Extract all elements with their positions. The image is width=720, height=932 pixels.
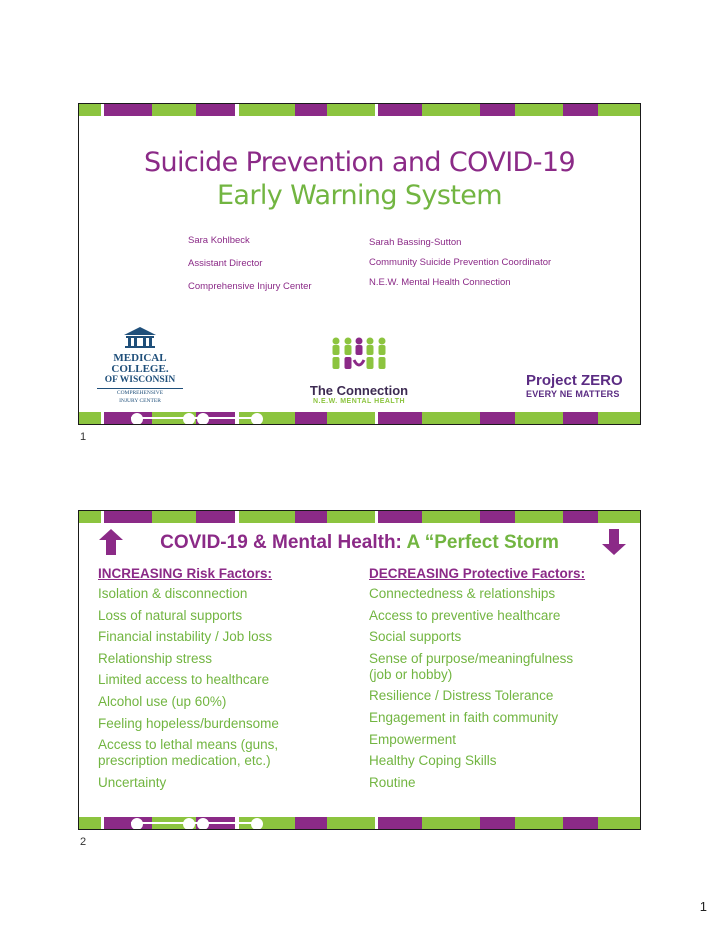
slide-title	[79, 532, 640, 554]
people-group-icon	[328, 336, 390, 376]
list-item: Feeling hopeless/burdensome	[98, 715, 279, 731]
list-item: Relationship stress	[98, 650, 213, 666]
list-item: Connectedness & relationships	[369, 586, 556, 601]
mcw-line-5: INJURY CENTER	[119, 398, 161, 404]
list-item: prescription medication, etc.)	[98, 753, 271, 769]
protective-factors-heading: DECREASING Protective Factors:	[369, 566, 586, 581]
list-item: (job or hobby)	[369, 666, 453, 682]
list-item: Loss of natural supports	[98, 607, 243, 623]
decorative-bubbles	[131, 413, 261, 423]
list-item: Alcohol use (up 60%)	[98, 693, 227, 709]
list-item: Access to preventive healthcare	[369, 607, 561, 623]
slide-number-1: 1	[80, 431, 87, 443]
list-item: Financial instability / Job loss	[98, 629, 273, 645]
title-line-2: Early Warning System	[216, 180, 503, 211]
list-item: Limited access to healthcare	[98, 672, 270, 688]
slide-1	[78, 103, 641, 425]
presenter-1	[188, 235, 312, 301]
project-zero-tagline: EVERY NE MATTERS	[526, 389, 620, 399]
list-item: Routine	[369, 774, 416, 790]
list-item: Uncertainty	[98, 774, 167, 790]
medical-college-logo	[97, 326, 183, 404]
presenter-2-role: Community Suicide Prevention Coordinator	[369, 257, 552, 268]
risk-factors-list	[98, 566, 328, 796]
list-item: Resilience / Distress Tolerance	[369, 688, 554, 704]
mcw-line-2: COLLEGE.	[111, 363, 169, 375]
title-part-2: A “Perfect Storm	[406, 532, 559, 553]
page-number: 1	[699, 899, 707, 914]
presenter-1-name: Sara Kohlbeck	[188, 235, 250, 246]
presenter-2-org: N.E.W. Mental Health Connection	[369, 277, 511, 288]
presenter-1-role: Assistant Director	[188, 258, 263, 269]
mcw-line-4: COMPREHENSIVE	[97, 388, 183, 396]
decorative-bubbles	[131, 818, 261, 828]
title-line-1: Suicide Prevention and COVID-19	[143, 147, 576, 178]
presenter-2-name: Sarah Bassing-Sutton	[369, 237, 462, 248]
slide-title	[79, 146, 640, 212]
presenter-2	[369, 235, 551, 297]
mcw-line-3: OF WISCONSIN	[104, 375, 176, 385]
slide-number-2: 2	[80, 836, 87, 848]
project-zero-logo	[526, 372, 623, 399]
arrow-down-icon	[602, 529, 626, 555]
list-item: Access to lethal means (guns,	[98, 737, 279, 753]
the-connection-logo	[304, 336, 414, 405]
list-item: Empowerment	[369, 731, 457, 747]
mcw-line-1: MEDICAL	[113, 352, 167, 364]
presenter-1-org: Comprehensive Injury Center	[188, 281, 312, 292]
connection-sub: N.E.W. MENTAL HEALTH	[312, 398, 406, 405]
decorative-top-band	[79, 511, 640, 523]
building-icon	[122, 326, 158, 348]
title-part-1: COVID-19 & Mental Health:	[160, 532, 402, 553]
list-item: Sense of purpose/meaningfulness	[369, 650, 574, 666]
list-item: Social supports	[369, 629, 462, 645]
slide-2	[78, 510, 641, 830]
project-zero-title: Project ZERO	[526, 372, 623, 389]
list-item: Healthy Coping Skills	[369, 753, 497, 769]
connection-name: The Connection	[309, 383, 409, 398]
protective-factors-list	[369, 566, 629, 796]
decorative-top-band	[79, 104, 640, 116]
list-item: Engagement in faith community	[369, 709, 559, 725]
risk-factors-heading: INCREASING Risk Factors:	[98, 566, 273, 581]
list-item: Isolation & disconnection	[98, 586, 248, 601]
